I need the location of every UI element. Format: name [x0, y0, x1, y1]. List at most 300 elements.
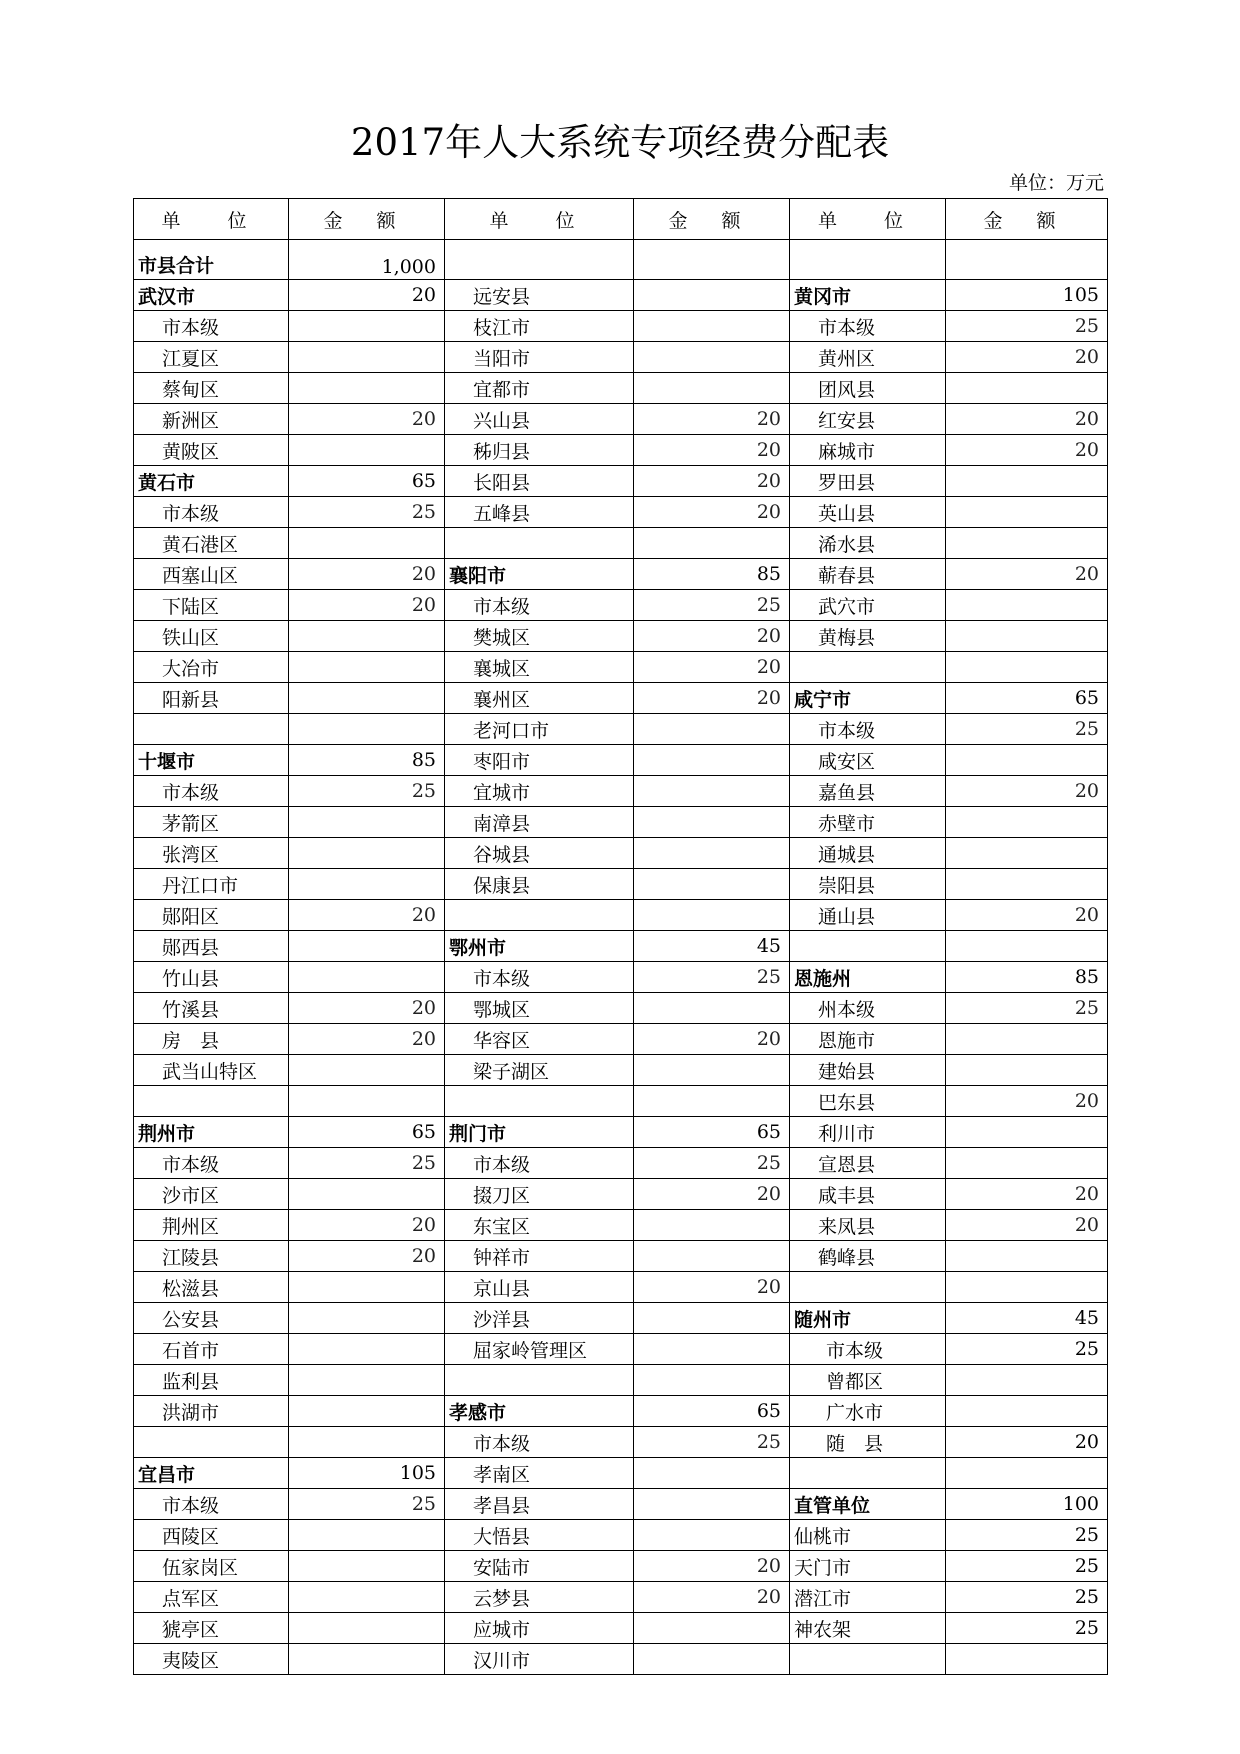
unit-name-cell: 市本级	[790, 1334, 946, 1365]
unit-name-cell: 安陆市	[445, 1551, 634, 1582]
table-row	[134, 1179, 1108, 1210]
table-row	[134, 621, 1108, 652]
unit-name-cell: 利川市	[790, 1117, 946, 1148]
amount-cell	[289, 1334, 445, 1365]
unit-name-cell: 京山县	[445, 1272, 634, 1303]
amount-cell	[946, 497, 1108, 528]
header-amount-3: 金 额	[946, 199, 1108, 240]
header-amount-1: 金 额	[289, 199, 445, 240]
amount-cell: 20	[946, 1086, 1108, 1117]
unit-name-cell: 曾都区	[790, 1365, 946, 1396]
header-amount-2: 金 额	[634, 199, 790, 240]
amount-cell	[946, 838, 1108, 869]
amount-cell	[634, 1365, 790, 1396]
amount-cell	[946, 652, 1108, 683]
amount-cell	[289, 807, 445, 838]
unit-name-cell: 沙市区	[134, 1179, 289, 1210]
amount-cell	[634, 1613, 790, 1644]
table-row	[134, 1334, 1108, 1365]
unit-name-cell: 宜昌市	[134, 1458, 289, 1489]
amount-cell	[289, 1179, 445, 1210]
table-row	[134, 1458, 1108, 1489]
amount-cell	[289, 1055, 445, 1086]
table-row	[134, 1117, 1108, 1148]
amount-cell	[634, 1458, 790, 1489]
amount-cell	[946, 621, 1108, 652]
amount-cell: 20	[289, 590, 445, 621]
unit-name-cell: 鄂州市	[445, 931, 634, 962]
unit-name-cell: 大悟县	[445, 1520, 634, 1551]
unit-name-cell: 黄州区	[790, 342, 946, 373]
unit-name-cell: 市本级	[790, 714, 946, 745]
unit-name-cell: 华容区	[445, 1024, 634, 1055]
unit-name-cell: 郧西县	[134, 931, 289, 962]
table-row	[134, 776, 1108, 807]
amount-cell	[634, 869, 790, 900]
unit-name-cell: 云梦县	[445, 1582, 634, 1613]
unit-name-cell: 红安县	[790, 404, 946, 435]
unit-name-cell: 樊城区	[445, 621, 634, 652]
table-row	[134, 240, 1108, 280]
table-row	[134, 683, 1108, 714]
unit-name-cell	[790, 1272, 946, 1303]
amount-cell: 25	[946, 1551, 1108, 1582]
unit-name-cell: 丹江口市	[134, 869, 289, 900]
header-unit-1: 单 位	[134, 199, 289, 240]
unit-name-cell: 市本级	[134, 311, 289, 342]
amount-cell	[634, 280, 790, 311]
unit-name-cell: 茅箭区	[134, 807, 289, 838]
unit-name-cell: 通城县	[790, 838, 946, 869]
amount-cell: 85	[289, 745, 445, 776]
unit-name-cell: 团风县	[790, 373, 946, 404]
amount-cell	[946, 240, 1108, 280]
amount-cell: 20	[946, 1427, 1108, 1458]
header-unit-3: 单 位	[790, 199, 946, 240]
amount-cell	[634, 528, 790, 559]
amount-cell: 20	[946, 435, 1108, 466]
unit-name-cell: 房 县	[134, 1024, 289, 1055]
unit-name-cell: 梁子湖区	[445, 1055, 634, 1086]
amount-cell	[946, 466, 1108, 497]
unit-name-cell: 屈家岭管理区	[445, 1334, 634, 1365]
amount-cell: 20	[634, 1551, 790, 1582]
amount-cell: 65	[634, 1117, 790, 1148]
table-row	[134, 404, 1108, 435]
amount-cell	[289, 373, 445, 404]
table-row	[134, 1613, 1108, 1644]
amount-cell	[634, 1489, 790, 1520]
unit-name-cell: 鄂城区	[445, 993, 634, 1024]
amount-cell: 20	[634, 404, 790, 435]
amount-cell	[634, 714, 790, 745]
unit-name-cell: 直管单位	[790, 1489, 946, 1520]
table-row	[134, 1148, 1108, 1179]
unit-name-cell	[445, 900, 634, 931]
unit-name-cell	[134, 714, 289, 745]
unit-name-cell: 仙桃市	[790, 1520, 946, 1551]
unit-name-cell: 荆州市	[134, 1117, 289, 1148]
table-row	[134, 652, 1108, 683]
table-row	[134, 590, 1108, 621]
table-row	[134, 993, 1108, 1024]
unit-name-cell: 东宝区	[445, 1210, 634, 1241]
unit-name-cell: 英山县	[790, 497, 946, 528]
amount-cell	[634, 900, 790, 931]
amount-cell	[634, 1644, 790, 1675]
table-row	[134, 466, 1108, 497]
unit-name-cell: 市本级	[790, 311, 946, 342]
amount-cell: 65	[634, 1396, 790, 1427]
unit-name-cell: 江夏区	[134, 342, 289, 373]
unit-name-cell: 张湾区	[134, 838, 289, 869]
amount-cell	[289, 1086, 445, 1117]
unit-name-cell: 秭归县	[445, 435, 634, 466]
unit-name-cell: 赤壁市	[790, 807, 946, 838]
unit-name-cell: 石首市	[134, 1334, 289, 1365]
amount-cell	[289, 435, 445, 466]
unit-name-cell: 南漳县	[445, 807, 634, 838]
amount-cell: 25	[634, 962, 790, 993]
unit-name-cell: 襄州区	[445, 683, 634, 714]
amount-cell	[289, 1551, 445, 1582]
unit-name-cell: 公安县	[134, 1303, 289, 1334]
unit-name-cell: 荆门市	[445, 1117, 634, 1148]
unit-name-cell: 黄梅县	[790, 621, 946, 652]
unit-name-cell: 武汉市	[134, 280, 289, 311]
unit-name-cell: 麻城市	[790, 435, 946, 466]
unit-name-cell	[134, 1427, 289, 1458]
amount-cell	[634, 1334, 790, 1365]
table-row	[134, 1520, 1108, 1551]
amount-cell: 20	[289, 1210, 445, 1241]
unit-name-cell: 沙洋县	[445, 1303, 634, 1334]
amount-cell: 25	[946, 1334, 1108, 1365]
table-row	[134, 931, 1108, 962]
amount-cell: 105	[946, 280, 1108, 311]
table-row	[134, 1427, 1108, 1458]
unit-name-cell: 伍家岗区	[134, 1551, 289, 1582]
amount-cell	[289, 838, 445, 869]
amount-cell: 25	[634, 1427, 790, 1458]
header-unit-2: 单 位	[445, 199, 634, 240]
amount-cell: 25	[289, 497, 445, 528]
unit-name-cell: 五峰县	[445, 497, 634, 528]
unit-name-cell: 武穴市	[790, 590, 946, 621]
amount-cell: 85	[634, 559, 790, 590]
amount-cell: 25	[946, 993, 1108, 1024]
unit-name-cell: 市县合计	[134, 240, 289, 280]
unit-name-cell: 黄石港区	[134, 528, 289, 559]
amount-cell	[289, 1303, 445, 1334]
unit-name-cell	[445, 528, 634, 559]
unit-name-cell: 十堰市	[134, 745, 289, 776]
page-title: 2017年人大系统专项经费分配表	[350, 121, 890, 164]
amount-cell	[634, 342, 790, 373]
unit-name-cell: 郧阳区	[134, 900, 289, 931]
unit-name-cell: 随州市	[790, 1303, 946, 1334]
unit-name-cell: 咸宁市	[790, 683, 946, 714]
unit-name-cell: 保康县	[445, 869, 634, 900]
amount-cell: 25	[946, 1520, 1108, 1551]
amount-cell: 105	[289, 1458, 445, 1489]
unit-label: 单位：万元	[1008, 172, 1104, 194]
unit-name-cell: 谷城县	[445, 838, 634, 869]
amount-cell	[634, 1520, 790, 1551]
amount-cell	[946, 373, 1108, 404]
unit-name-cell: 市本级	[134, 1148, 289, 1179]
table-row	[134, 559, 1108, 590]
amount-cell	[946, 1024, 1108, 1055]
unit-name-cell: 嘉鱼县	[790, 776, 946, 807]
amount-cell: 25	[634, 1148, 790, 1179]
amount-cell	[289, 621, 445, 652]
amount-cell: 20	[634, 1582, 790, 1613]
unit-name-cell: 阳新县	[134, 683, 289, 714]
amount-cell: 20	[946, 342, 1108, 373]
table-row	[134, 1024, 1108, 1055]
table-row	[134, 838, 1108, 869]
unit-name-cell: 蔡甸区	[134, 373, 289, 404]
amount-cell	[634, 745, 790, 776]
amount-cell: 25	[289, 1148, 445, 1179]
amount-cell: 20	[289, 900, 445, 931]
unit-name-cell: 当阳市	[445, 342, 634, 373]
unit-name-cell: 州本级	[790, 993, 946, 1024]
table-row	[134, 714, 1108, 745]
unit-name-cell: 西陵区	[134, 1520, 289, 1551]
amount-cell: 20	[289, 280, 445, 311]
amount-cell: 20	[634, 466, 790, 497]
unit-name-cell: 来凤县	[790, 1210, 946, 1241]
table-row	[134, 373, 1108, 404]
amount-cell: 25	[946, 311, 1108, 342]
unit-name-cell: 钟祥市	[445, 1241, 634, 1272]
unit-name-cell: 潜江市	[790, 1582, 946, 1613]
unit-name-cell: 下陆区	[134, 590, 289, 621]
unit-name-cell: 汉川市	[445, 1644, 634, 1675]
unit-name-cell	[445, 1086, 634, 1117]
unit-name-cell: 宜都市	[445, 373, 634, 404]
amount-cell	[946, 1396, 1108, 1427]
unit-name-cell: 竹山县	[134, 962, 289, 993]
amount-cell	[289, 1582, 445, 1613]
amount-cell	[289, 1272, 445, 1303]
unit-name-cell: 黄陂区	[134, 435, 289, 466]
unit-name-cell: 随 县	[790, 1427, 946, 1458]
unit-name-cell: 蕲春县	[790, 559, 946, 590]
table-row	[134, 1272, 1108, 1303]
amount-cell: 20	[946, 776, 1108, 807]
amount-cell: 20	[634, 435, 790, 466]
unit-name-cell: 罗田县	[790, 466, 946, 497]
unit-name-cell	[790, 652, 946, 683]
unit-name-cell: 市本级	[445, 962, 634, 993]
unit-name-cell: 黄石市	[134, 466, 289, 497]
unit-name-cell: 枝江市	[445, 311, 634, 342]
unit-name-cell: 鹤峰县	[790, 1241, 946, 1272]
amount-cell	[289, 652, 445, 683]
unit-name-cell: 枣阳市	[445, 745, 634, 776]
amount-cell: 20	[634, 683, 790, 714]
table-row	[134, 528, 1108, 559]
amount-cell: 20	[634, 652, 790, 683]
unit-name-cell: 竹溪县	[134, 993, 289, 1024]
amount-cell	[634, 807, 790, 838]
unit-name-cell: 天门市	[790, 1551, 946, 1582]
unit-name-cell: 孝感市	[445, 1396, 634, 1427]
amount-cell	[289, 869, 445, 900]
amount-cell: 20	[289, 993, 445, 1024]
unit-name-cell: 江陵县	[134, 1241, 289, 1272]
amount-cell	[634, 1210, 790, 1241]
amount-cell: 20	[946, 559, 1108, 590]
amount-cell	[634, 1086, 790, 1117]
amount-cell: 65	[289, 466, 445, 497]
table-header-row	[134, 199, 1108, 240]
amount-cell: 25	[946, 714, 1108, 745]
unit-name-cell: 应城市	[445, 1613, 634, 1644]
unit-name-cell: 神农架	[790, 1613, 946, 1644]
unit-name-cell: 兴山县	[445, 404, 634, 435]
amount-cell: 20	[946, 1179, 1108, 1210]
amount-cell	[289, 1365, 445, 1396]
unit-name-cell: 老河口市	[445, 714, 634, 745]
unit-name-cell: 市本级	[445, 1148, 634, 1179]
unit-name-cell: 崇阳县	[790, 869, 946, 900]
amount-cell	[289, 714, 445, 745]
amount-cell	[946, 807, 1108, 838]
table-row	[134, 1396, 1108, 1427]
amount-cell: 45	[634, 931, 790, 962]
unit-name-cell: 监利县	[134, 1365, 289, 1396]
unit-name-cell: 市本级	[134, 776, 289, 807]
amount-cell: 100	[946, 1489, 1108, 1520]
amount-cell: 20	[946, 404, 1108, 435]
amount-cell	[289, 1613, 445, 1644]
table-row	[134, 807, 1108, 838]
table-row	[134, 1055, 1108, 1086]
unit-name-cell: 大冶市	[134, 652, 289, 683]
table-row	[134, 1241, 1108, 1272]
unit-name-cell: 武当山特区	[134, 1055, 289, 1086]
unit-name-cell: 广水市	[790, 1396, 946, 1427]
table-row	[134, 962, 1108, 993]
unit-name-cell	[445, 240, 634, 280]
amount-cell: 20	[946, 1210, 1108, 1241]
amount-cell: 65	[289, 1117, 445, 1148]
amount-cell: 65	[946, 683, 1108, 714]
unit-name-cell: 铁山区	[134, 621, 289, 652]
amount-cell	[634, 1303, 790, 1334]
amount-cell	[946, 528, 1108, 559]
amount-cell	[946, 931, 1108, 962]
table-row	[134, 900, 1108, 931]
table-row	[134, 435, 1108, 466]
unit-name-cell: 襄阳市	[445, 559, 634, 590]
amount-cell	[946, 1241, 1108, 1272]
amount-cell: 20	[634, 1024, 790, 1055]
amount-cell	[946, 1644, 1108, 1675]
amount-cell	[289, 1520, 445, 1551]
table-row	[134, 745, 1108, 776]
unit-name-cell: 松滋县	[134, 1272, 289, 1303]
table-row	[134, 1489, 1108, 1520]
amount-cell: 20	[946, 900, 1108, 931]
amount-cell	[634, 1241, 790, 1272]
amount-cell	[634, 993, 790, 1024]
amount-cell	[634, 838, 790, 869]
table-row	[134, 1210, 1108, 1241]
unit-name-cell: 掇刀区	[445, 1179, 634, 1210]
unit-name-cell: 襄城区	[445, 652, 634, 683]
table-row	[134, 1644, 1108, 1675]
amount-cell: 25	[946, 1582, 1108, 1613]
unit-name-cell	[790, 1458, 946, 1489]
unit-name-cell: 咸安区	[790, 745, 946, 776]
amount-cell: 45	[946, 1303, 1108, 1334]
unit-name-cell: 长阳县	[445, 466, 634, 497]
amount-cell: 20	[634, 1179, 790, 1210]
table-row	[134, 311, 1108, 342]
amount-cell: 20	[634, 1272, 790, 1303]
unit-name-cell: 荆州区	[134, 1210, 289, 1241]
unit-name-cell	[790, 1644, 946, 1675]
unit-name-cell: 夷陵区	[134, 1644, 289, 1675]
unit-name-cell: 浠水县	[790, 528, 946, 559]
table-row	[134, 1303, 1108, 1334]
amount-cell	[946, 1055, 1108, 1086]
amount-cell	[289, 342, 445, 373]
amount-cell	[634, 311, 790, 342]
table-row	[134, 869, 1108, 900]
unit-name-cell: 市本级	[445, 1427, 634, 1458]
amount-cell	[946, 745, 1108, 776]
unit-name-cell: 宣恩县	[790, 1148, 946, 1179]
table-row	[134, 1086, 1108, 1117]
unit-name-cell: 恩施市	[790, 1024, 946, 1055]
unit-name-cell: 孝南区	[445, 1458, 634, 1489]
amount-cell	[289, 1427, 445, 1458]
amount-cell	[946, 1365, 1108, 1396]
allocation-table	[133, 198, 1108, 1675]
table-row	[134, 1365, 1108, 1396]
table-row	[134, 280, 1108, 311]
unit-name-cell: 新洲区	[134, 404, 289, 435]
unit-name-cell: 咸丰县	[790, 1179, 946, 1210]
amount-cell: 20	[289, 1241, 445, 1272]
unit-name-cell: 宜城市	[445, 776, 634, 807]
amount-cell	[289, 1396, 445, 1427]
amount-cell: 25	[289, 1489, 445, 1520]
amount-cell: 25	[946, 1613, 1108, 1644]
unit-name-cell: 通山县	[790, 900, 946, 931]
amount-cell	[634, 240, 790, 280]
unit-name-cell: 恩施州	[790, 962, 946, 993]
unit-name-cell: 洪湖市	[134, 1396, 289, 1427]
unit-name-cell: 远安县	[445, 280, 634, 311]
amount-cell	[289, 683, 445, 714]
unit-name-cell: 西塞山区	[134, 559, 289, 590]
unit-name-cell	[790, 240, 946, 280]
amount-cell: 85	[946, 962, 1108, 993]
table-row	[134, 497, 1108, 528]
amount-cell	[289, 962, 445, 993]
unit-name-cell: 市本级	[445, 590, 634, 621]
unit-name-cell	[134, 1086, 289, 1117]
amount-cell	[634, 373, 790, 404]
amount-cell	[634, 1055, 790, 1086]
